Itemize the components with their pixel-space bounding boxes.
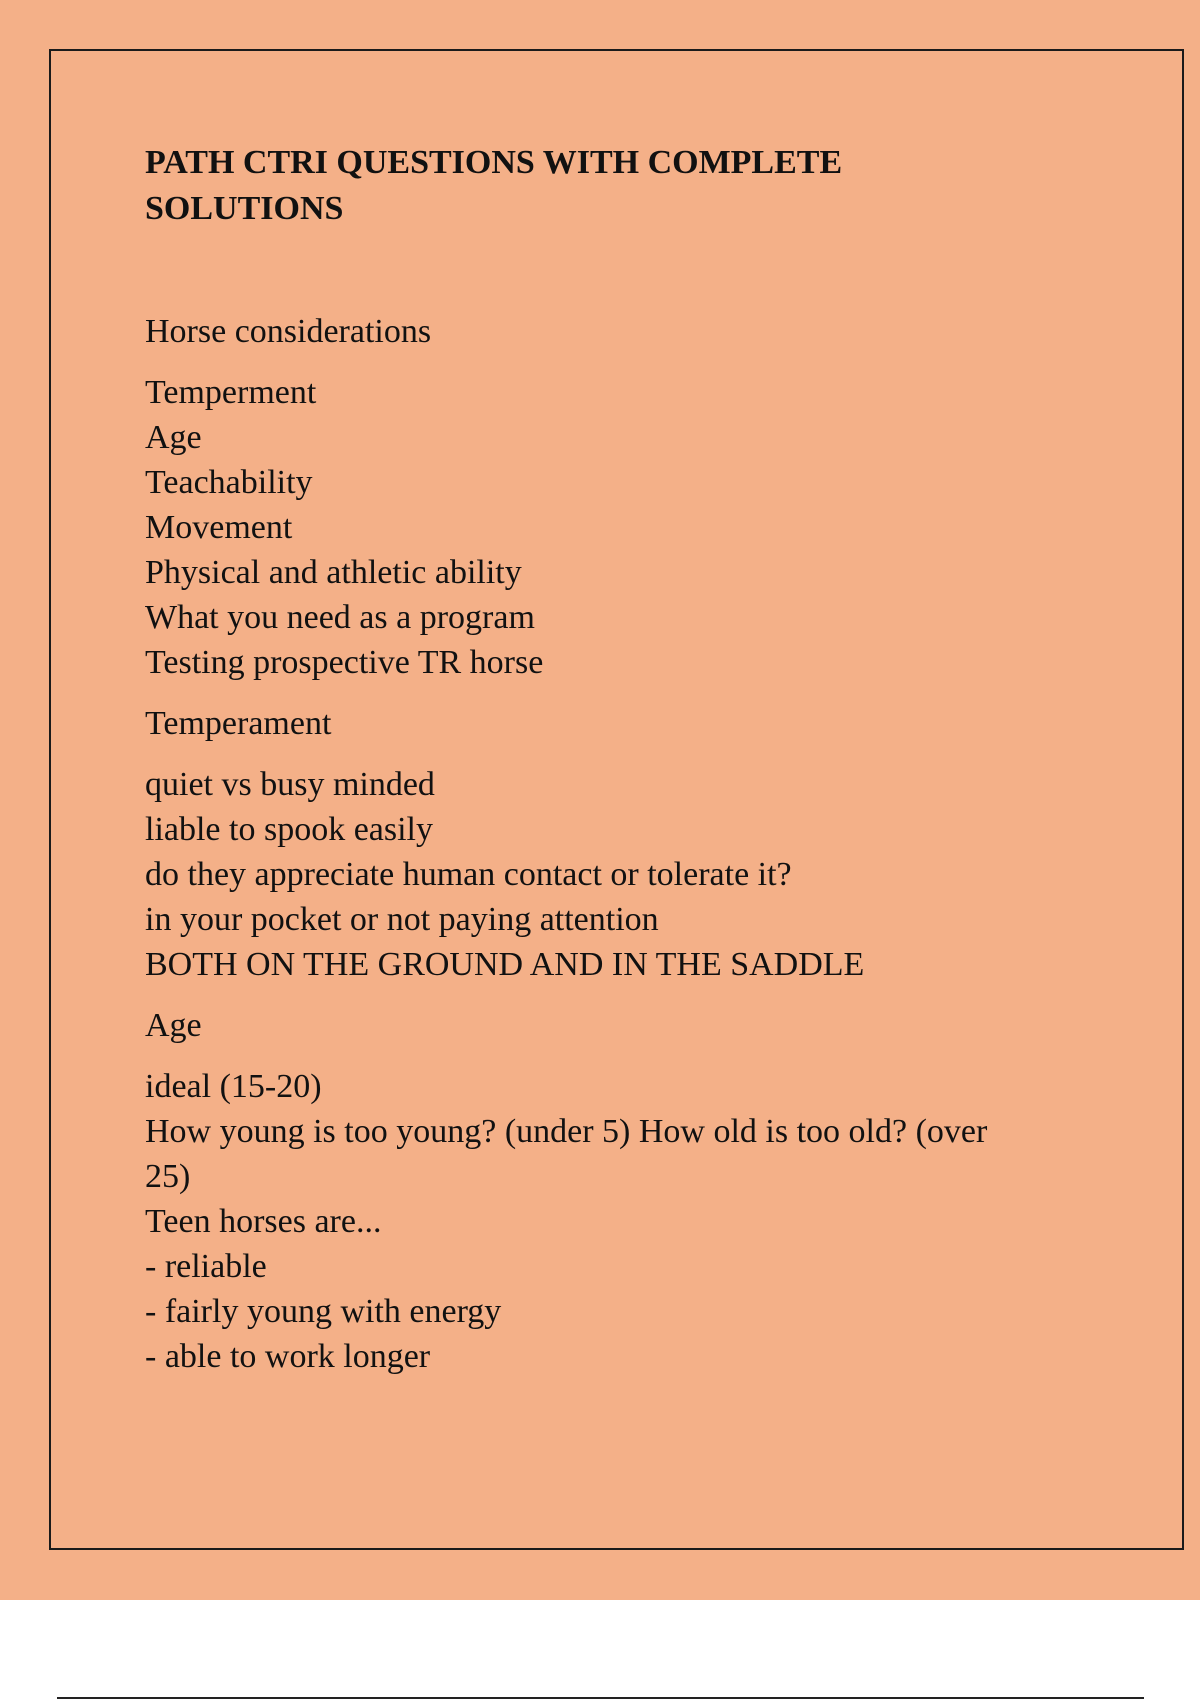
section-heading-temperament: Temperament xyxy=(145,705,332,742)
section-heading-age: Age xyxy=(145,1007,202,1044)
list-item: - fairly young with energy xyxy=(145,1293,502,1330)
list-item: - able to work longer xyxy=(145,1338,431,1375)
list-item: in your pocket or not paying attention xyxy=(145,901,659,938)
list-item: Physical and athletic ability xyxy=(145,554,522,591)
list-item: - reliable xyxy=(145,1248,267,1285)
list-item: quiet vs busy minded xyxy=(145,766,435,803)
section-list-age xyxy=(145,1064,1065,1379)
list-item: ideal (15-20) xyxy=(145,1068,322,1105)
title-line: PATH CTRI QUESTIONS WITH COMPLETE xyxy=(145,144,843,181)
section-list-temperament xyxy=(145,762,1065,987)
list-item: What you need as a program xyxy=(145,599,535,636)
section-heading-horse-considerations: Horse considerations xyxy=(145,313,432,350)
title-line: SOLUTIONS xyxy=(145,190,344,227)
list-item: 25) xyxy=(145,1158,191,1195)
list-item: liable to spook easily xyxy=(145,811,434,848)
list-item: Age xyxy=(145,419,202,456)
list-item: do they appreciate human contact or tolerate it? xyxy=(145,856,792,893)
list-item: Movement xyxy=(145,509,293,546)
list-item: Teachability xyxy=(145,464,313,501)
list-item: Testing prospective TR horse xyxy=(145,644,544,681)
document-body xyxy=(145,309,1065,1395)
section-list-horse-considerations xyxy=(145,370,1065,685)
list-item: Teen horses are... xyxy=(145,1203,382,1240)
list-item: Temperment xyxy=(145,374,317,411)
document-title xyxy=(145,140,1045,232)
list-item: How young is too young? (under 5) How old is too old? (over xyxy=(145,1113,988,1150)
list-item: BOTH ON THE GROUND AND IN THE SADDLE xyxy=(145,946,865,983)
footer-divider xyxy=(57,1697,1144,1699)
